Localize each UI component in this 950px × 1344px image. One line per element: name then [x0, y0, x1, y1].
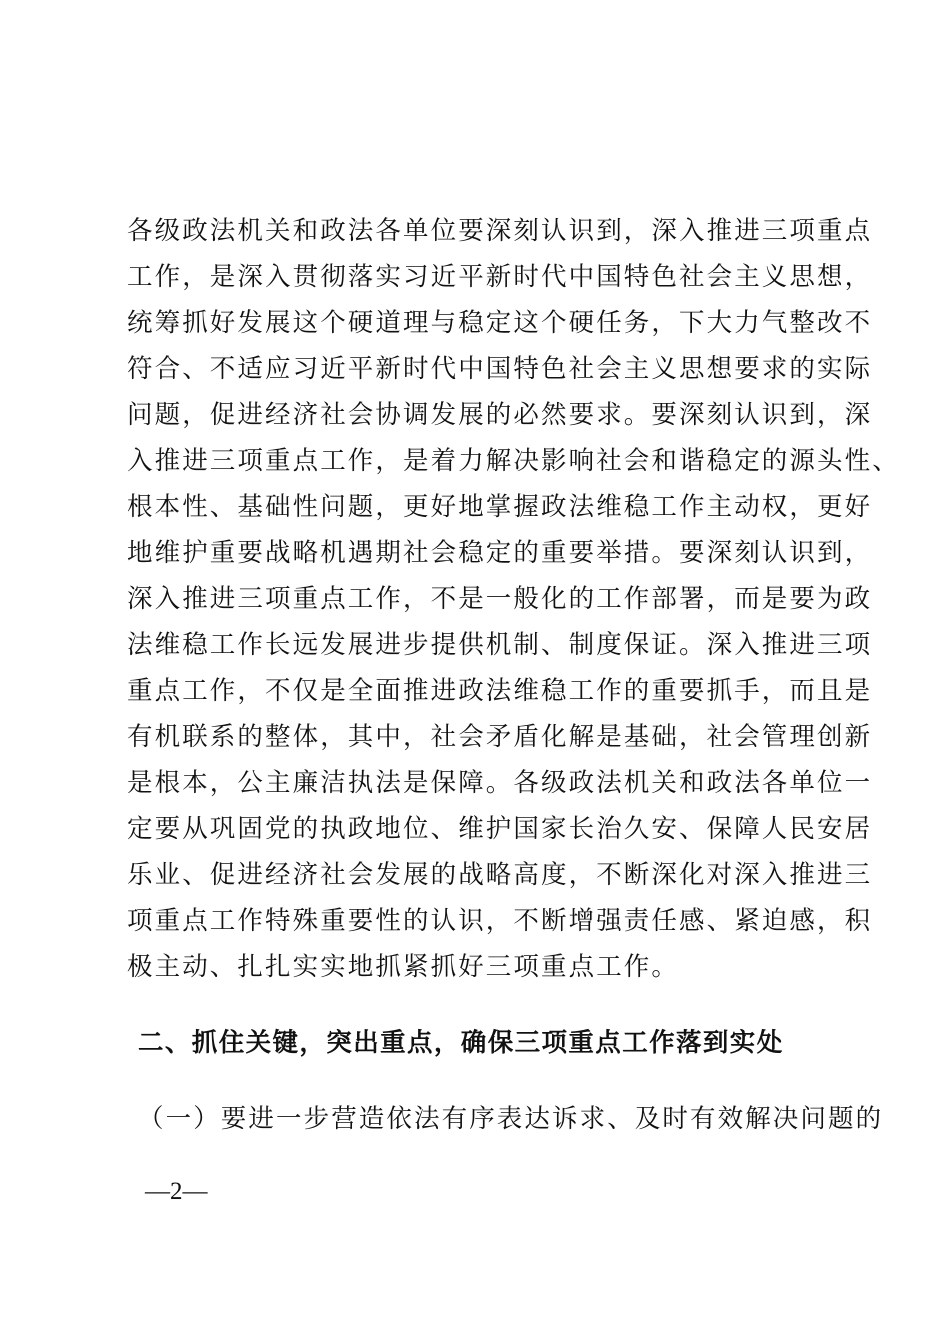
- paragraph-line: 重点工作，不仅是全面推进政法维稳工作的重要抓手，而且是: [127, 676, 873, 706]
- paragraph-line: 统筹抓好发展这个硬道理与稳定这个硬任务，下大力气整改不: [127, 308, 873, 338]
- paragraph-line: 极主动、扎扎实实地抓紧抓好三项重点工作。: [127, 952, 680, 982]
- paragraph-line: 符合、不适应习近平新时代中国特色社会主义思想要求的实际: [127, 354, 873, 384]
- paragraph-line: 项重点工作特殊重要性的认识，不断增强责任感、紧迫感，积: [127, 906, 873, 936]
- paragraph-line: 有机联系的整体，其中，社会矛盾化解是基础，社会管理创新: [127, 722, 873, 752]
- paragraph-line: 问题，促进经济社会协调发展的必然要求。要深刻认识到，深: [127, 400, 873, 430]
- paragraph-line: 根本性、基础性问题，更好地掌握政法维稳工作主动权，更好: [127, 492, 873, 522]
- paragraph-line: 地维护重要战略机遇期社会稳定的重要举措。要深刻认识到，: [127, 538, 873, 568]
- paragraph-line: 是根本，公主廉洁执法是保障。各级政法机关和政法各单位一: [127, 768, 873, 798]
- paragraph-line: 深入推进三项重点工作，不是一般化的工作部署，而是要为政: [127, 584, 873, 614]
- paragraph-line: 法维稳工作长远发展进步提供机制、制度保证。深入推进三项: [127, 630, 873, 660]
- paragraph-line: 各级政法机关和政法各单位要深刻认识到，深入推进三项重点: [127, 216, 873, 246]
- paragraph-line: 工作，是深入贯彻落实习近平新时代中国特色社会主义思想，: [127, 262, 873, 292]
- section-heading: 二、抓住关键，突出重点，确保三项重点工作落到实处: [138, 1028, 784, 1058]
- subsection-heading: （一）要进一步营造依法有序表达诉求、及时有效解决问题的: [138, 1104, 884, 1134]
- paragraph-line: 入推进三项重点工作，是着力解决影响社会和谐稳定的源头性、: [127, 446, 900, 476]
- paragraph-line: 定要从巩固党的执政地位、维护国家长治久安、保障人民安居: [127, 814, 873, 844]
- page-number: —2—: [145, 1178, 208, 1205]
- paragraph-line: 乐业、促进经济社会发展的战略高度，不断深化对深入推进三: [127, 860, 873, 890]
